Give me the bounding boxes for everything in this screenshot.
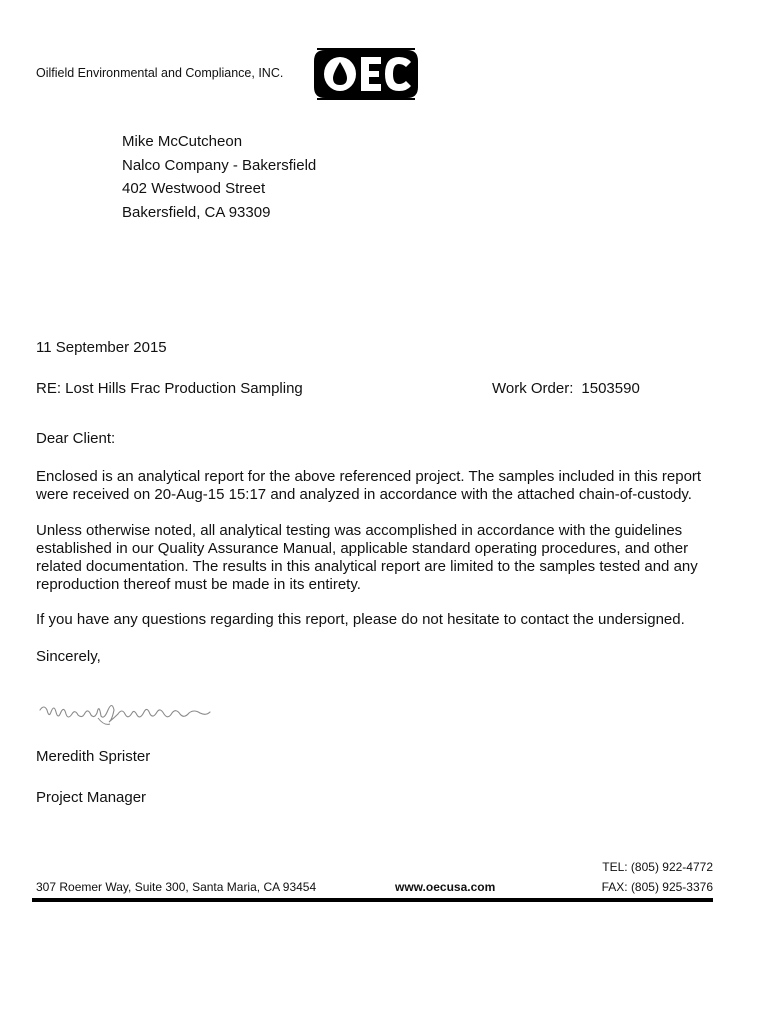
letter-date: 11 September 2015 [36,339,167,356]
handwritten-signature [38,698,214,730]
work-order-number: 1503590 [581,380,640,397]
footer-fax: FAX: (805) 925-3376 [601,880,713,894]
signer-name: Meredith Sprister [36,748,151,765]
work-order [492,380,640,397]
footer-address: 307 Roemer Way, Suite 300, Santa Maria, CA 93454 [36,880,317,894]
recipient-street: 402 Westwood Street [122,180,266,197]
footer-website-link[interactable]: www.oecusa.com [395,880,496,894]
work-order-label: Work Order: [492,380,574,397]
body-paragraph: Enclosed is an analytical report for the above referenced project. The samples included in this report were received on 20-Aug-15 15:17 and analyzed in accordance with the attached chain-of-custody. [36,468,702,503]
footer-divider [32,898,713,902]
signer-title: Project Manager [36,789,147,806]
company-name: Oilfield Environmental and Compliance, INC. [36,66,284,80]
body-paragraph: Unless otherwise noted, all analytical testing was accomplished in accordance with the guidelines established in our Quality Assurance Manual, applicable standard operating procedures, and other related documentation. The results in this analytical report are limited to the samples tested and any reproduction thereof must be made in its entirety. [36,522,698,593]
salutation: Dear Client: [36,430,116,447]
recipient-company: Nalco Company - Bakersfield [122,156,317,174]
recipient-address [122,130,316,224]
recipient-name: Mike McCutcheon [122,133,243,150]
footer-phone: TEL: (805) 922-4772 [602,860,713,874]
subject-line: RE: Lost Hills Frac Production Sampling [36,380,303,397]
body-paragraph: If you have any questions regarding this report, please do not hesitate to contact the undersigned. [36,611,685,628]
recipient-city: Bakersfield, CA 93309 [122,203,271,221]
oec-logo [313,45,419,103]
closing: Sincerely, [36,648,101,665]
